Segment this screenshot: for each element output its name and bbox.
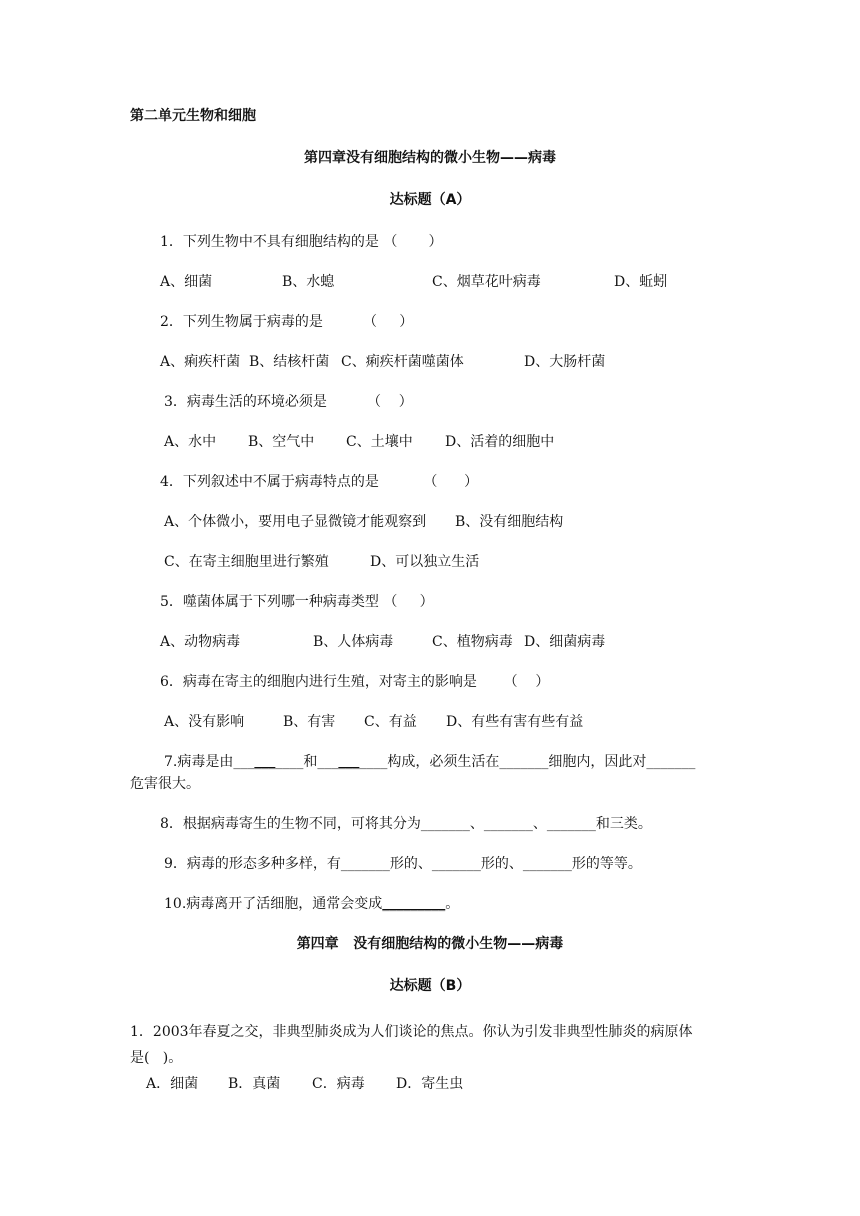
option-d: D、蚯蚓 <box>614 274 668 290</box>
chapter-title-b: 第四章 没有细胞结构的微小生物——病毒 <box>296 936 564 952</box>
option-a: A、动物病毒 <box>160 634 241 650</box>
option-b: B、有害 <box>283 714 336 730</box>
blank: ____ <box>275 754 304 770</box>
option-a: A、个体微小，要用电子显微镜才能观察到 <box>164 514 427 530</box>
question-5-stem: 5．噬菌体属于下列哪一种病毒类型 （ ） <box>160 594 434 610</box>
option-d: D、细菌病毒 <box>524 634 606 650</box>
option-a: A、细菌 <box>160 274 213 290</box>
chapter-title-a: 第四章没有细胞结构的微小生物——病毒 <box>304 150 556 166</box>
question-6-stem: 6．病毒在寄主的细胞内进行生殖，对寄主的影响是 （ ） <box>160 674 550 690</box>
option-d: D、大肠杆菌 <box>524 354 606 370</box>
option-b: B、水螅 <box>282 274 335 290</box>
option-d: D、活着的细胞中 <box>445 434 555 450</box>
question-7-text: 构成，必须生活在 <box>387 754 500 770</box>
option-d: D．寄生虫 <box>396 1076 464 1092</box>
blank: ___ <box>338 754 360 770</box>
blank: ___ <box>233 754 255 770</box>
option-c: C、在寄主细胞里进行繁殖 <box>164 554 329 570</box>
question-4-stem: 4．下列叙述中不属于病毒特点的是 （ ） <box>160 474 479 490</box>
option-b: B、结核杆菌 <box>249 354 330 370</box>
question-8: 8．根据病毒寄生的生物不同，可将其分为_______、_______、_______和三类。 <box>160 816 652 832</box>
question-3-stem: 3．病毒生活的环境必须是 （ ） <box>164 394 413 410</box>
blank: ____ <box>359 754 388 770</box>
subtitle-b: 达标题（B） <box>389 978 471 994</box>
question-1-stem: 1．下列生物中不具有细胞结构的是 （ ） <box>160 234 443 250</box>
question-7-text: 细胞内，因此对 <box>548 754 647 770</box>
blank: _________ <box>382 896 446 912</box>
option-a: A．细菌 <box>146 1076 199 1092</box>
blank: ___ <box>254 754 276 770</box>
subtitle-a: 达标题（A） <box>389 192 471 208</box>
option-b: B．真菌 <box>228 1076 281 1092</box>
question-10-text: 。 <box>445 896 460 912</box>
option-a: A、没有影响 <box>164 714 245 730</box>
blank: ___ <box>317 754 339 770</box>
option-d: D、可以独立生活 <box>370 554 480 570</box>
question-9: 9．病毒的形态多种多样，有_______形的、_______形的、_______形的等等。 <box>164 856 642 872</box>
option-c: C、烟草花叶病毒 <box>432 274 541 290</box>
blank: _______ <box>646 754 696 770</box>
question-7-line-2: 危害很大。 <box>130 776 200 792</box>
question-10 <box>164 894 459 914</box>
option-b: B、没有细胞结构 <box>455 514 564 530</box>
option-a: A、痢疾杆菌 <box>160 354 241 370</box>
question-7-line-1 <box>164 752 695 772</box>
question-7-text: 和 <box>303 754 318 770</box>
question-2-stem: 2．下列生物属于病毒的是 （ ） <box>160 314 414 330</box>
option-d: D、有些有害有些有益 <box>446 714 584 730</box>
question-7-text: 7.病毒是由 <box>164 754 234 770</box>
option-c: C、有益 <box>364 714 417 730</box>
b-question-1-line-2: 是( )。 <box>130 1050 183 1066</box>
unit-title: 第二单元生物和细胞 <box>130 108 256 124</box>
option-b: B、空气中 <box>248 434 315 450</box>
option-a: A、水中 <box>164 434 217 450</box>
question-10-text: 10.病毒离开了活细胞，通常会变成 <box>164 896 383 912</box>
option-c: C、土壤中 <box>346 434 413 450</box>
option-c: C．病毒 <box>312 1076 365 1092</box>
blank: _______ <box>499 754 549 770</box>
option-c: C、痢疾杆菌噬菌体 <box>341 354 464 370</box>
option-c: C、植物病毒 <box>432 634 513 650</box>
b-question-1-line-1: 1．2003年春夏之交，非典型肺炎成为人们谈论的焦点。你认为引发非典型性肺炎的病原体 <box>130 1024 693 1040</box>
option-b: B、人体病毒 <box>313 634 394 650</box>
